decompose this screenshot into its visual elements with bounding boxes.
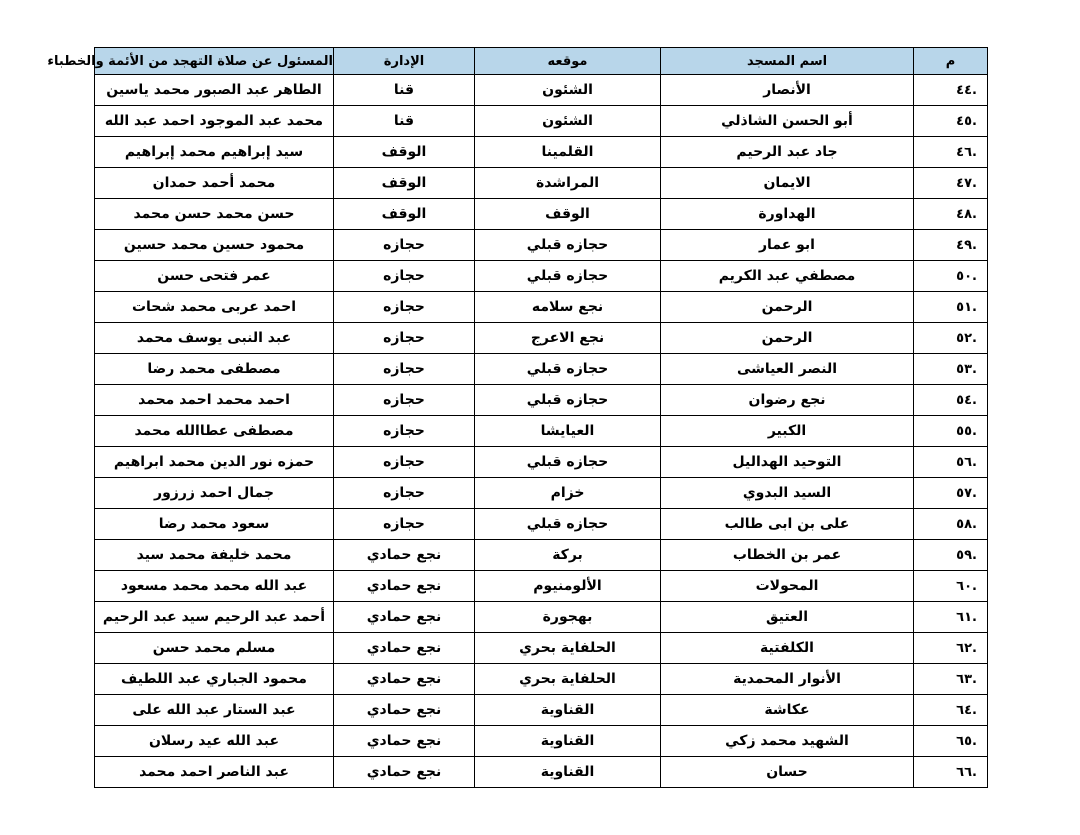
cell-responsible: محمود الجباري عبد اللطيف (95, 664, 334, 695)
cell-location: المراشدة (475, 168, 661, 199)
cell-num: .٥٢ (914, 323, 988, 354)
cell-responsible: محمد أحمد حمدان (95, 168, 334, 199)
table-row (95, 664, 988, 695)
header-num: م (914, 48, 988, 75)
cell-num: .٦١ (914, 602, 988, 633)
table-row (95, 416, 988, 447)
cell-location: حجازه قبلي (475, 354, 661, 385)
cell-num: .٥٩ (914, 540, 988, 571)
table-row (95, 75, 988, 106)
cell-admin: الوقف (334, 137, 475, 168)
cell-location: بركة (475, 540, 661, 571)
cell-admin: حجازه (334, 478, 475, 509)
cell-admin: حجازه (334, 323, 475, 354)
cell-responsible: محمد عبد الموجود احمد عبد الله (95, 106, 334, 137)
cell-admin: نجع حمادي (334, 757, 475, 788)
cell-location: العيايشا (475, 416, 661, 447)
cell-num: .٥٧ (914, 478, 988, 509)
cell-location: بهجورة (475, 602, 661, 633)
cell-responsible: عبد الناصر احمد محمد (95, 757, 334, 788)
table-row (95, 695, 988, 726)
cell-mosque: حسان (661, 757, 914, 788)
cell-admin: الوقف (334, 168, 475, 199)
cell-mosque: النصر العياشى (661, 354, 914, 385)
header-mosque: اسم المسجد (661, 48, 914, 75)
cell-responsible: جمال احمد زرزور (95, 478, 334, 509)
table-row (95, 199, 988, 230)
cell-mosque: الأنوار المحمدية (661, 664, 914, 695)
cell-responsible: أحمد عبد الرحيم سيد عبد الرحيم (95, 602, 334, 633)
cell-admin: نجع حمادي (334, 695, 475, 726)
cell-location: حجازه قبلي (475, 509, 661, 540)
cell-admin: نجع حمادي (334, 664, 475, 695)
table-row (95, 106, 988, 137)
cell-num: .٦٣ (914, 664, 988, 695)
cell-num: .٤٧ (914, 168, 988, 199)
cell-admin: حجازه (334, 385, 475, 416)
cell-num: .٤٨ (914, 199, 988, 230)
cell-mosque: الايمان (661, 168, 914, 199)
cell-admin: حجازه (334, 261, 475, 292)
cell-num: .٦٢ (914, 633, 988, 664)
cell-location: الشئون (475, 75, 661, 106)
cell-num: .٤٦ (914, 137, 988, 168)
table-row (95, 230, 988, 261)
cell-location: حجازه قبلي (475, 230, 661, 261)
cell-responsible: الطاهر عبد الصبور محمد ياسين (95, 75, 334, 106)
table-row (95, 478, 988, 509)
cell-mosque: جاد عبد الرحيم (661, 137, 914, 168)
cell-location: الحلفاية بحري (475, 633, 661, 664)
cell-mosque: الكلفتية (661, 633, 914, 664)
table-row (95, 385, 988, 416)
cell-mosque: الرحمن (661, 323, 914, 354)
table-row (95, 571, 988, 602)
cell-admin: قنا (334, 75, 475, 106)
cell-location: الألومنيوم (475, 571, 661, 602)
cell-responsible: حمزه نور الدين محمد ابراهيم (95, 447, 334, 478)
cell-num: .٦٥ (914, 726, 988, 757)
cell-mosque: الهداورة (661, 199, 914, 230)
cell-num: .٥٤ (914, 385, 988, 416)
cell-mosque: الشهيد محمد زكي (661, 726, 914, 757)
cell-admin: حجازه (334, 230, 475, 261)
mosques-table (47, 47, 988, 788)
cell-num: .٦٤ (914, 695, 988, 726)
cell-num: .٤٩ (914, 230, 988, 261)
cell-admin: نجع حمادي (334, 540, 475, 571)
table-header-row (95, 48, 988, 75)
table-row (95, 509, 988, 540)
cell-num: .٥٦ (914, 447, 988, 478)
cell-responsible: مصطفى محمد رضا (95, 354, 334, 385)
cell-admin: الوقف (334, 199, 475, 230)
cell-num: .٦٦ (914, 757, 988, 788)
cell-mosque: عمر بن الخطاب (661, 540, 914, 571)
cell-location: حجازه قبلي (475, 447, 661, 478)
cell-location: القناوية (475, 695, 661, 726)
cell-responsible: سيد إبراهيم محمد إبراهيم (95, 137, 334, 168)
cell-location: القناوية (475, 757, 661, 788)
cell-location: نجع سلامه (475, 292, 661, 323)
table-row (95, 292, 988, 323)
cell-mosque: المحولات (661, 571, 914, 602)
cell-num: .٥٠ (914, 261, 988, 292)
cell-mosque: الرحمن (661, 292, 914, 323)
document-sheet (47, 47, 987, 788)
cell-location: الشئون (475, 106, 661, 137)
cell-location: حجازه قبلي (475, 385, 661, 416)
cell-responsible: مسلم محمد حسن (95, 633, 334, 664)
cell-location: القلمينا (475, 137, 661, 168)
table-row (95, 447, 988, 478)
table-row (95, 633, 988, 664)
cell-admin: حجازه (334, 292, 475, 323)
cell-responsible: عبد الله عيد رسلان (95, 726, 334, 757)
table-row (95, 540, 988, 571)
cell-mosque: العتيق (661, 602, 914, 633)
table-row (95, 602, 988, 633)
cell-location: الوقف (475, 199, 661, 230)
header-responsible: المسئول عن صلاة التهجد من الأئمة والخطباء (95, 48, 334, 75)
table-row (95, 137, 988, 168)
cell-location: الحلفاية بحري (475, 664, 661, 695)
cell-mosque: مصطفي عبد الكريم (661, 261, 914, 292)
cell-mosque: أبو الحسن الشاذلي (661, 106, 914, 137)
cell-admin: حجازه (334, 509, 475, 540)
table-row (95, 757, 988, 788)
cell-mosque: على بن ابى طالب (661, 509, 914, 540)
cell-mosque: ابو عمار (661, 230, 914, 261)
cell-num: .٥١ (914, 292, 988, 323)
cell-admin: نجع حمادي (334, 633, 475, 664)
cell-location: القناوية (475, 726, 661, 757)
table-row (95, 168, 988, 199)
cell-responsible: محمود حسين محمد حسين (95, 230, 334, 261)
cell-responsible: احمد عربى محمد شحات (95, 292, 334, 323)
cell-mosque: السيد البدوي (661, 478, 914, 509)
cell-num: .٥٣ (914, 354, 988, 385)
cell-admin: نجع حمادي (334, 571, 475, 602)
cell-admin: نجع حمادي (334, 726, 475, 757)
cell-responsible: عبد الستار عبد الله على (95, 695, 334, 726)
cell-num: .٥٨ (914, 509, 988, 540)
cell-mosque: نجع رضوان (661, 385, 914, 416)
header-location: موقعه (475, 48, 661, 75)
cell-admin: حجازه (334, 354, 475, 385)
cell-num: .٤٥ (914, 106, 988, 137)
cell-location: خزام (475, 478, 661, 509)
cell-num: .٥٥ (914, 416, 988, 447)
cell-mosque: عكاشة (661, 695, 914, 726)
cell-num: .٤٤ (914, 75, 988, 106)
header-admin: الإدارة (334, 48, 475, 75)
cell-num: .٦٠ (914, 571, 988, 602)
cell-admin: نجع حمادي (334, 602, 475, 633)
cell-location: حجازه قبلي (475, 261, 661, 292)
table-row (95, 261, 988, 292)
cell-admin: حجازه (334, 416, 475, 447)
cell-responsible: محمد خليفة محمد سيد (95, 540, 334, 571)
cell-responsible: عمر فتحى حسن (95, 261, 334, 292)
cell-mosque: الكبير (661, 416, 914, 447)
cell-responsible: حسن محمد حسن محمد (95, 199, 334, 230)
table-row (95, 354, 988, 385)
cell-responsible: سعود محمد رضا (95, 509, 334, 540)
table-body (95, 75, 988, 788)
table-row (95, 726, 988, 757)
cell-responsible: احمد محمد احمد محمد (95, 385, 334, 416)
cell-responsible: عبد الله محمد محمد مسعود (95, 571, 334, 602)
cell-mosque: الأنصار (661, 75, 914, 106)
cell-mosque: التوحيد الهداليل (661, 447, 914, 478)
cell-admin: حجازه (334, 447, 475, 478)
cell-responsible: مصطفى عطاالله محمد (95, 416, 334, 447)
cell-admin: قنا (334, 106, 475, 137)
cell-location: نجع الاعرج (475, 323, 661, 354)
table-row (95, 323, 988, 354)
cell-responsible: عبد النبى يوسف محمد (95, 323, 334, 354)
